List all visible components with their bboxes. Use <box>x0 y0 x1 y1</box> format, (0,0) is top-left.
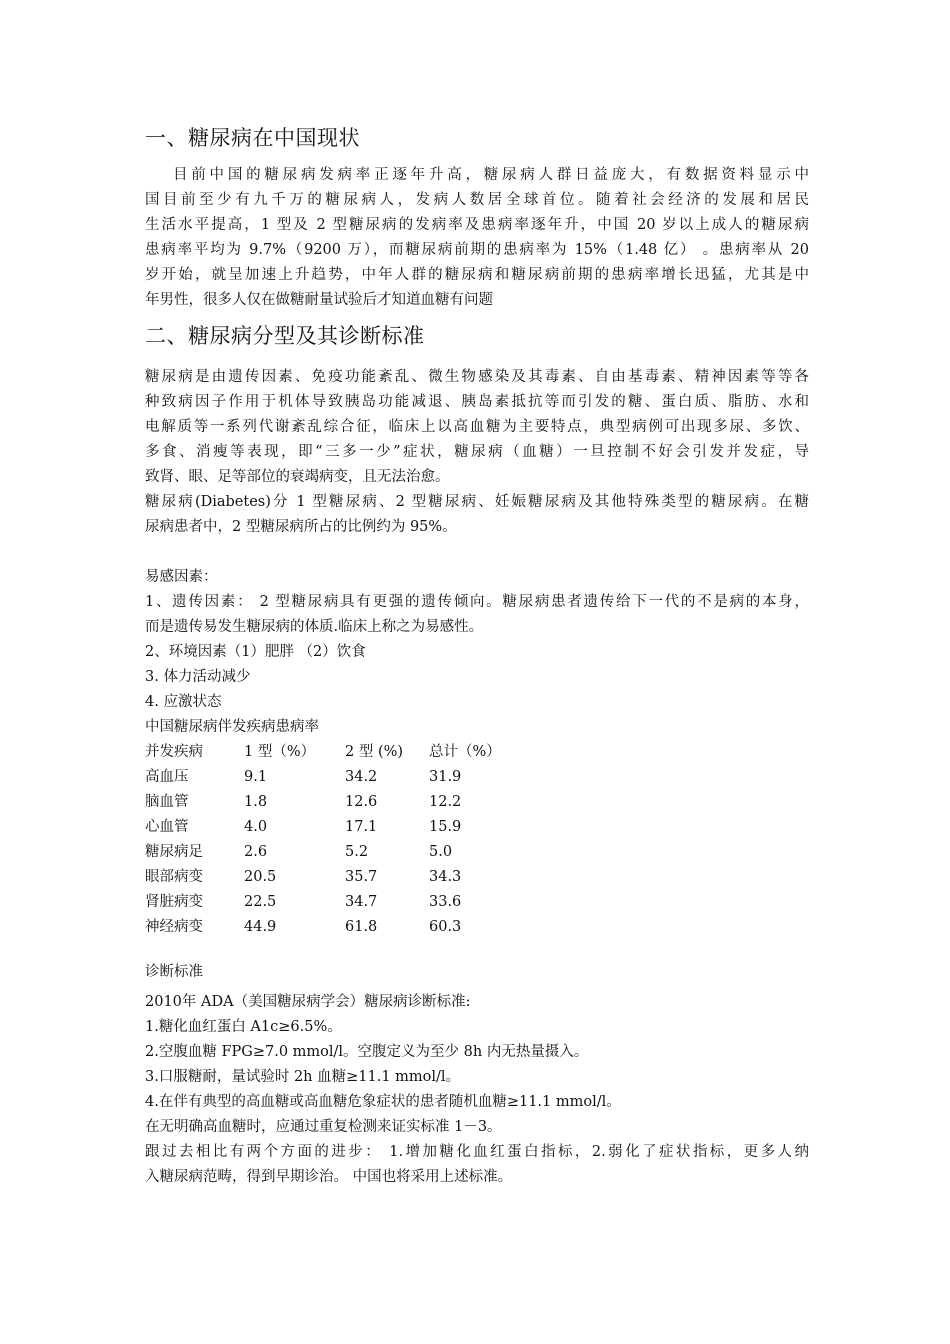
diagnosis-criterion: 2.空腹血糖 FPG≥7.0 mmol/l。空腹定义为至少 8h 内无热量摄入。 <box>145 1044 589 1060</box>
table-cell: 5.0 <box>429 844 453 860</box>
paragraph-line: 年男性，很多人仅在做糖耐量试验后才知道血糖有问题 <box>145 292 493 308</box>
section-2-intro-paragraph <box>145 365 809 490</box>
table-cell: 15.9 <box>429 819 462 835</box>
paragraph-line: 糖尿病(Diabetes)分 1 型糖尿病、2 型糖尿病、妊娠糖尿病及其他特殊类型的糖尿病。在糖 <box>145 494 809 510</box>
paragraph-line: 岁开始，就呈加速上升趋势，中年人群的糖尿病和糖尿病前期的患病率增长迅猛，尤其是中 <box>145 267 809 283</box>
diagnosis-criterion: 4.在伴有典型的高血糖或高血糖危象症状的患者随机血糖≥11.1 mmol/l。 <box>145 1094 621 1110</box>
table-cell: 神经病变 <box>145 919 203 935</box>
table-cell: 44.9 <box>244 919 277 935</box>
table-cell: 眼部病变 <box>145 869 203 885</box>
table-cell: 34.7 <box>345 894 378 910</box>
paragraph-line: 入糖尿病范畴，得到早期诊治。 中国也将采用上述标准。 <box>145 1169 513 1185</box>
paragraph-line: 致肾、眼、足等部位的衰竭病变，且无法治愈。 <box>145 469 450 485</box>
table-cell: 5.2 <box>345 844 369 860</box>
table-cell: 33.6 <box>429 894 462 910</box>
table-cell: 脑血管 <box>145 794 189 810</box>
table-header-cell: 1 型（%） <box>244 744 316 760</box>
table-cell: 60.3 <box>429 919 462 935</box>
table-cell: 糖尿病足 <box>145 844 203 860</box>
diagnosis-criterion: 3.口服糖耐，量试验时 2h 血糖≥11.1 mmol/l。 <box>145 1069 461 1085</box>
table-cell: 2.6 <box>244 844 268 860</box>
risk-factor-stress: 4. 应激状态 <box>145 694 222 710</box>
paragraph-line: 患病率平均为 9.7%（9200 万），而糖尿病前期的患病率为 15%（1.48 亿） 。患病率从 20 <box>145 242 809 258</box>
table-cell: 9.1 <box>244 769 268 785</box>
diagnosis-note: 在无明确高血糖时，应通过重复检测来证实标准 1－3。 <box>145 1119 502 1135</box>
section-2-types-paragraph <box>145 490 809 540</box>
risk-factor-genetic <box>145 590 809 640</box>
paragraph-line: 尿病患者中，2 型糖尿病所占的比例约为 95%。 <box>145 519 457 535</box>
risk-factor-environment: 2、环境因素（1）肥胖 （2）饮食 <box>145 644 366 660</box>
table-cell: 肾脏病变 <box>145 894 203 910</box>
table-cell: 高血压 <box>145 769 189 785</box>
diagnosis-subtitle: 2010年 ADA（美国糖尿病学会）糖尿病诊断标准: <box>145 994 471 1010</box>
paragraph-line: 电解质等一系列代谢紊乱综合征，临床上以高血糖为主要特点，典型病例可出现多尿、多饮、 <box>145 419 809 435</box>
paragraph-line: 1、遗传因素： 2 型糖尿病具有更强的遗传倾向。糖尿病患者遗传给下一代的不是病的本身， <box>145 594 809 610</box>
paragraph-line: 种致病因子作用于机体导致胰岛功能减退、胰岛素抵抗等而引发的糖、蛋白质、脂肪、水和 <box>145 394 809 410</box>
diagnosis-title: 诊断标准 <box>145 964 203 980</box>
table-cell: 22.5 <box>244 894 277 910</box>
table-cell: 12.2 <box>429 794 462 810</box>
table-cell: 4.0 <box>244 819 268 835</box>
table-cell: 31.9 <box>429 769 462 785</box>
paragraph-line: 糖尿病是由遗传因素、免疫功能紊乱、微生物感染及其毒素、自由基毒素、精神因素等等各 <box>145 369 809 385</box>
table-cell: 34.3 <box>429 869 462 885</box>
risk-factor-activity: 3. 体力活动减少 <box>145 669 251 685</box>
section-1-paragraph <box>145 163 809 313</box>
paragraph-line: 生活水平提高，1 型及 2 型糖尿病的发病率及患病率逐年升，中国 20 岁以上成人的糖尿病 <box>145 217 809 233</box>
paragraph-line: 目前中国的糖尿病发病率正逐年升高，糖尿病人群日益庞大，有数据资料显示中 <box>173 167 809 183</box>
paragraph-line: 跟过去相比有两个方面的进步： 1.增加糖化血红蛋白指标，2.弱化了症状指标，更多人纳 <box>145 1144 809 1160</box>
paragraph-line: 国目前至少有九千万的糖尿病人，发病人数居全球首位。随着社会经济的发展和居民 <box>145 192 809 208</box>
table-header-cell: 2 型 (%) <box>345 744 404 760</box>
paragraph-line: 多食、消瘦等表现，即“三多一少”症状，糖尿病（血糖）一旦控制不好会引发并发症，导 <box>145 444 809 460</box>
table-cell: 12.6 <box>345 794 378 810</box>
paragraph-line: 而是遗传易发生糖尿病的体质.临床上称之为易感性。 <box>145 619 484 635</box>
diagnosis-progress-paragraph <box>145 1140 809 1190</box>
table-cell: 61.8 <box>345 919 378 935</box>
section-2-heading: 二、糖尿病分型及其诊断标准 <box>145 324 425 348</box>
section-1-heading: 一、糖尿病在中国现状 <box>145 126 360 150</box>
table-cell: 心血管 <box>145 819 189 835</box>
complication-table-title: 中国糖尿病伴发疾病患病率 <box>145 719 319 735</box>
table-header-cell: 并发疾病 <box>145 744 203 760</box>
table-header-cell: 总计（%） <box>429 744 501 760</box>
risk-factors-title: 易感因素： <box>145 569 218 585</box>
table-cell: 35.7 <box>345 869 378 885</box>
table-cell: 17.1 <box>345 819 378 835</box>
table-cell: 1.8 <box>244 794 268 810</box>
diagnosis-criterion: 1.糖化血红蛋白 A1c≥6.5%。 <box>145 1019 342 1035</box>
table-cell: 20.5 <box>244 869 277 885</box>
table-cell: 34.2 <box>345 769 378 785</box>
